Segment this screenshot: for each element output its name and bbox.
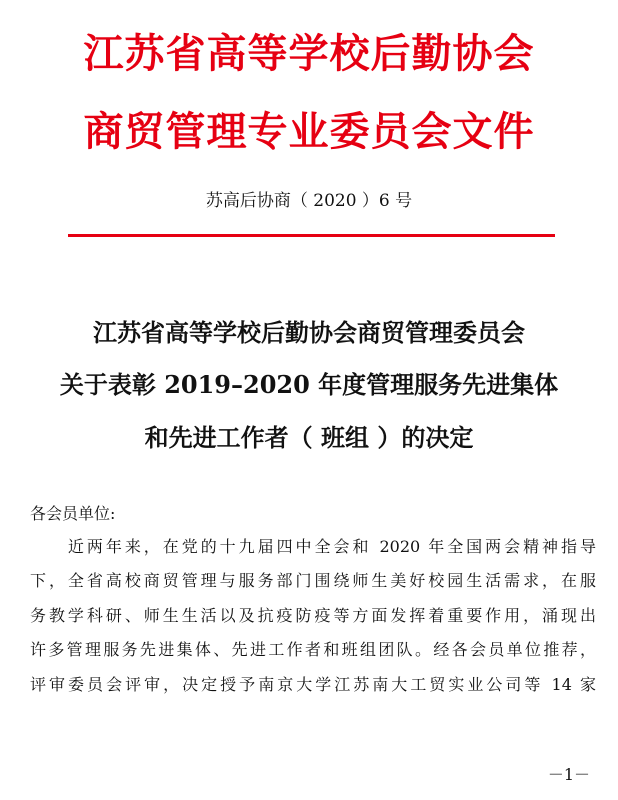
paragraph-line: 近两年来，在党的十九届四中全会和 2020 年全国两会精神指导 (30, 537, 596, 556)
red-divider-line (68, 234, 555, 237)
document-number: 苏高后协商（ 2020 ）6 号 (205, 191, 413, 211)
org-title-line1: 江苏省高等学校后勤协会 (83, 30, 535, 77)
document-title-line3: 和先进工作者（ 班组 ）的决定 (144, 423, 474, 452)
document-title-line2: 关于表彰 2019–2020 年度管理服务先进集体 (59, 370, 559, 399)
paragraph-line: 许多管理服务先进集体、先进工作者和班组团队。经各会员单位推荐， (30, 640, 596, 660)
paragraph-line: 下，全省高校商贸管理与服务部门围绕师生美好校园生活需求，在服 (30, 571, 596, 591)
salutation: 各会员单位: (30, 504, 116, 523)
body-paragraph (30, 530, 596, 702)
org-title-line2: 商贸管理专业委员会文件 (83, 108, 535, 155)
paragraph-line: 务教学科研、师生生活以及抗疫防疫等方面发挥着重要作用，涌现出 (30, 605, 596, 625)
document-title-line1: 江苏省高等学校后勤协会商贸管理委员会 (93, 318, 525, 347)
page-number: －1－ (547, 765, 590, 784)
paragraph-line: 评审委员会评审，决定授予南京大学江苏南大工贸实业公司等 14 家 (30, 674, 596, 694)
